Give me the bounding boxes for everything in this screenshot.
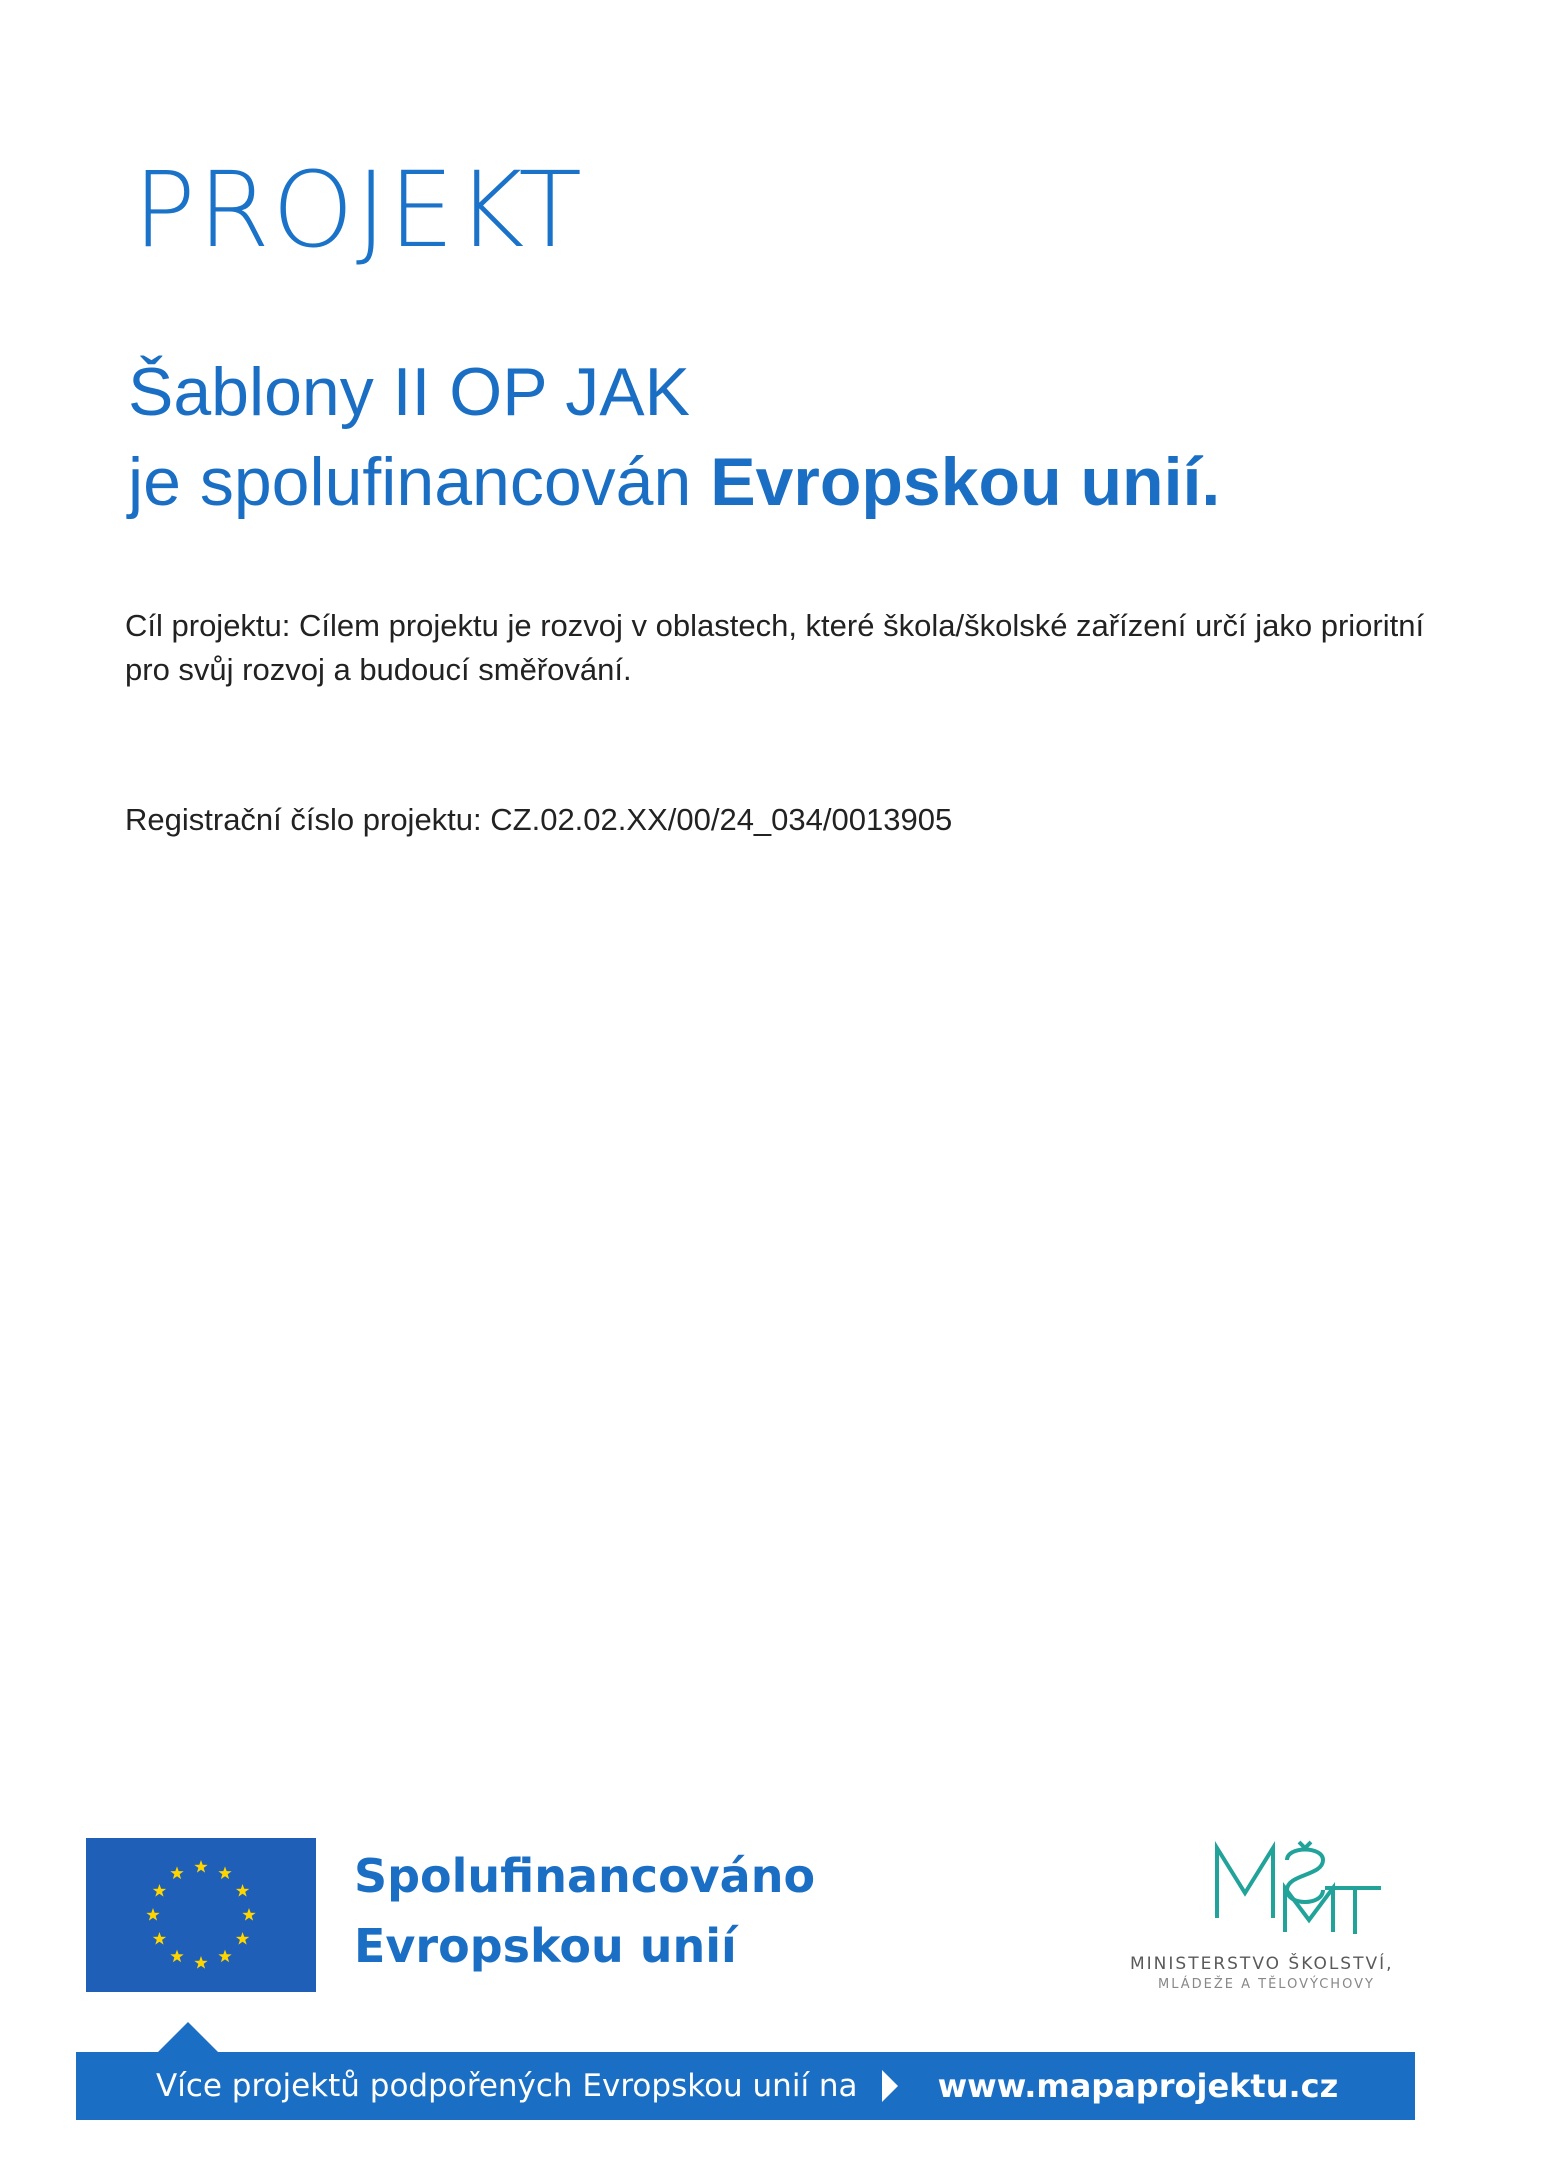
project-subtitle-line1: Šablony II OP JAK xyxy=(128,354,690,430)
ministry-name-line1: MINISTERSTVO ŠKOLSTVÍ, xyxy=(1130,1954,1394,1974)
page-title: PROJEKT xyxy=(133,149,584,271)
msmt-logo-m1 xyxy=(1217,1848,1273,1918)
registration-number: Registrační číslo projektu: CZ.02.02.XX/00/24_034/0013905 xyxy=(125,802,953,837)
eu-flag-icon xyxy=(86,1838,316,1992)
ministry-name-line2: MLÁDEŽE A TĚLOVÝCHOVY xyxy=(1158,1977,1375,1992)
msmt-logo-caron xyxy=(1299,1842,1311,1848)
msmt-logo-m2 xyxy=(1285,1888,1333,1932)
cofinanced-label-line2: Evropskou unií xyxy=(354,1919,737,1973)
msmt-logo-icon xyxy=(1205,1838,1385,1938)
footer-banner xyxy=(76,2052,1415,2120)
subtitle-prefix: je spolufinancován xyxy=(128,444,711,520)
footer-tab-marker xyxy=(158,2022,218,2052)
footer-text: Více projektů podpořených Evropskou unií na xyxy=(156,2068,858,2104)
project-subtitle-line2 xyxy=(128,444,1221,520)
subtitle-emphasis: Evropskou unií. xyxy=(710,444,1221,520)
cofinanced-label-line1: Spolufinancováno xyxy=(354,1849,816,1903)
msmt-logo-s xyxy=(1287,1850,1323,1903)
play-arrow-icon xyxy=(882,2070,898,2102)
project-goal-text: Cíl projektu: Cílem projektu je rozvoj v oblastech, které škola/školské zařízení určí jako prioritní pro svůj rozvoj a budoucí směřování. xyxy=(125,608,1425,687)
footer-url-link[interactable]: www.mapaprojektu.cz xyxy=(937,2067,1339,2105)
